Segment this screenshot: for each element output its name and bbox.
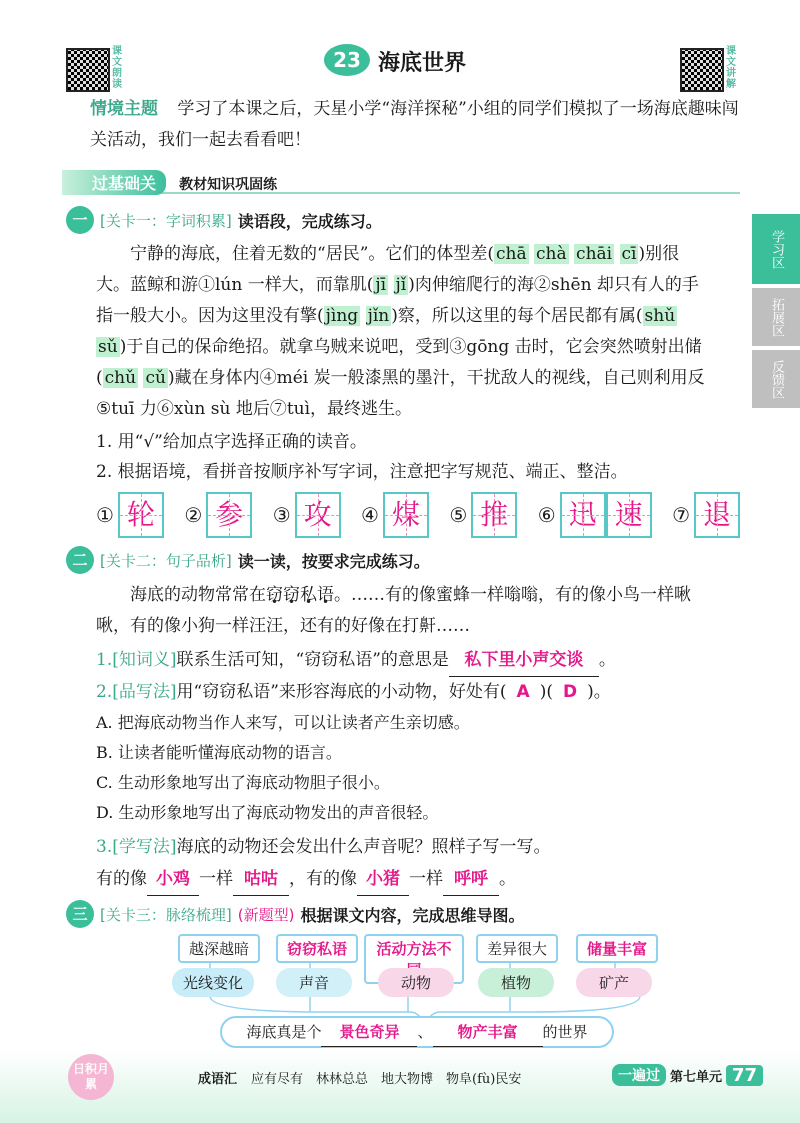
- qr-left-label: 课文朗读: [112, 46, 122, 90]
- question-text: 海底的动物还会发出什么声音呢？照样子写一写。: [176, 837, 551, 857]
- char-grid-box[interactable]: 攻: [295, 492, 341, 538]
- answer-choice[interactable]: A: [516, 682, 530, 702]
- question-text: 。: [499, 869, 516, 889]
- mindmap-box-1: [178, 934, 260, 963]
- mindmap-pill-light: 光线变化: [172, 968, 254, 997]
- part2-number: 二: [66, 546, 94, 574]
- pinyin-option[interactable]: jìng: [325, 306, 359, 326]
- lesson-number-badge: 23: [324, 44, 370, 76]
- passage-text: 指一般大小。因为这里没有擎(: [96, 306, 324, 326]
- intro-block: [90, 94, 750, 156]
- char-grid-box[interactable]: 迅: [560, 492, 606, 538]
- option-c: C. 生动形象地写出了海底动物胆子很小。: [96, 773, 390, 792]
- dotted-char: 窃: [266, 585, 283, 605]
- question-text: 有的像: [96, 869, 147, 889]
- option-d: D. 生动形象地写出了海底动物发出的声音很轻。: [96, 803, 439, 822]
- question-text: 联系生活可知，“窃窃私语”的意思是: [176, 650, 449, 670]
- part3-instruction: 根据课文内容，完成思维导图。: [300, 905, 525, 925]
- qr-code-left: [66, 48, 110, 92]
- part2-q3-fill: [96, 864, 516, 896]
- answer-number: ①: [96, 503, 114, 527]
- dotted-char: 私: [300, 585, 317, 605]
- part2-options: [96, 708, 470, 828]
- char-answer-group: [672, 492, 740, 538]
- part1-q1: 1. 用“√”给加点字选择正确的读音。: [96, 432, 367, 452]
- side-tab-extend[interactable]: 拓展区: [752, 288, 800, 346]
- part1-tag: [关卡一：字词积累]: [100, 211, 232, 230]
- pinyin-option[interactable]: chǔ: [104, 368, 137, 388]
- brand-logo: 一遍过: [612, 1064, 666, 1086]
- dotted-char: 语: [317, 585, 334, 605]
- part1-heading: [66, 206, 382, 234]
- pinyin-option[interactable]: jǐn: [367, 306, 390, 326]
- part2-heading: [66, 546, 430, 574]
- part2-passage: [96, 580, 740, 642]
- mindmap-answer[interactable]: 储量丰富: [576, 934, 658, 963]
- mindmap-pill-plant: 植物: [478, 968, 554, 997]
- part2-q3: [96, 832, 551, 863]
- passage-text: 啾，有的像小狗一样汪汪，还有的好像在打鼾……: [96, 616, 470, 636]
- passage-text: )肉伸缩爬行的海②shēn 却只有人的手: [408, 275, 699, 295]
- pinyin-option[interactable]: jǐ: [395, 275, 407, 295]
- question-number: 2.: [96, 682, 113, 702]
- question-text: 一样: [199, 869, 233, 889]
- pinyin-option[interactable]: jī: [375, 275, 387, 295]
- question-text: )(: [539, 682, 553, 702]
- section-banner-tag: 过基础关: [62, 170, 166, 195]
- part3-new-type: (新题型): [237, 905, 295, 924]
- page-number: 77: [726, 1065, 763, 1086]
- side-tab-study[interactable]: 学习区: [752, 214, 800, 284]
- mindmap-summary: [220, 1016, 614, 1048]
- char-grid-box[interactable]: 推: [471, 492, 517, 538]
- footer-badge: 日积月累: [68, 1054, 114, 1100]
- char-grid-box[interactable]: 退: [694, 492, 740, 538]
- passage-text: )藏在身体内④méi 炭一般漆黑的墨汁，干扰敌人的视线，自己则利用反: [167, 368, 705, 388]
- mindmap-box-text: 越深越暗: [178, 934, 260, 963]
- answer-number: ⑦: [672, 503, 690, 527]
- part3-heading: [66, 900, 524, 928]
- question-tag: [知词义]: [112, 650, 177, 670]
- unit-label: 第七单元: [670, 1069, 723, 1085]
- part1-passage: [96, 239, 740, 425]
- answer-blank[interactable]: 小鸡: [147, 864, 199, 896]
- answer-number: ⑥: [537, 503, 556, 527]
- passage-text: (: [96, 368, 103, 388]
- char-grid-box[interactable]: 参: [206, 492, 252, 538]
- passage-text: 。……有的像蜜蜂一样嗡嗡，有的像小鸟一样啾: [334, 585, 691, 605]
- answer-blank[interactable]: 景色奇异: [321, 1018, 417, 1047]
- footer-idioms: [198, 1068, 521, 1087]
- option-a: A. 把海底动物当作人来写，可以让读者产生亲切感。: [96, 713, 470, 732]
- part1-q2: 2. 根据语境，看拼音按顺序补写字词，注意把字写规范、端正、整洁。: [96, 462, 628, 482]
- qr-code-right: [680, 48, 724, 92]
- option-b: B. 让读者能听懂海底动物的语言。: [96, 743, 342, 762]
- answer-blank[interactable]: 物产丰富: [433, 1018, 543, 1047]
- footer-page-info: [612, 1064, 763, 1086]
- pinyin-option[interactable]: cǔ: [145, 368, 166, 388]
- pinyin-option[interactable]: chā: [496, 244, 527, 264]
- question-text: 一样: [409, 869, 443, 889]
- part2-instruction: 读一读，按要求完成练习。: [237, 551, 430, 571]
- question-tag: [学写法]: [112, 837, 177, 857]
- idioms-list: 应有尽有 林林总总 地大物博 物阜(fù)民安: [251, 1072, 522, 1087]
- summary-text: 、: [417, 1023, 433, 1041]
- dotted-char: 窃: [283, 585, 300, 605]
- mindmap-box-5: [576, 934, 658, 963]
- answer-number: ②: [184, 503, 203, 527]
- passage-text: ⑤tuī 力⑥xùn sù 地后⑦tuì，最终逃生。: [96, 399, 413, 419]
- char-answer-group: [449, 492, 517, 538]
- question-text: 。: [598, 650, 616, 670]
- answer-blank[interactable]: 小猪: [357, 864, 409, 896]
- char-answer-group: [538, 492, 652, 538]
- char-answer-group: [184, 492, 252, 538]
- summary-text: 海底真是个: [246, 1023, 322, 1041]
- answer-blank[interactable]: 呼呼: [443, 864, 499, 896]
- char-grid-box[interactable]: 轮: [118, 492, 164, 538]
- char-answer-row: [96, 492, 740, 538]
- intro-text: 学习了本课之后，天星小学“海洋探秘”小组的同学们模拟了一场海底趣味闯关活动，我们一起去看看吧！: [90, 99, 739, 150]
- qr-right-label: 课文讲解: [726, 46, 736, 90]
- part2-q1: [96, 645, 616, 677]
- mindmap-answer[interactable]: 窃窃私语: [276, 934, 358, 963]
- passage-text: )察，所以这里的每个居民都有属(: [391, 306, 643, 326]
- char-grid-box[interactable]: 煤: [383, 492, 429, 538]
- mindmap-box-4: [476, 934, 558, 963]
- question-number: 3.: [96, 837, 113, 857]
- mindmap-answer[interactable]: 活动方法不: [364, 934, 464, 984]
- intro-label: 情境主题: [90, 99, 158, 119]
- passage-text: )于自己的保命绝招。就拿乌贼来说吧，受到③gōng 击时，它会突然喷射出储: [119, 337, 702, 357]
- answer-blank[interactable]: 咕咕: [233, 864, 289, 896]
- char-grid-box[interactable]: 速: [606, 492, 652, 538]
- answer-number: ④: [361, 503, 379, 527]
- part2-q2: [96, 677, 611, 708]
- question-text: 用“窃窃私语”来形容海底的小动物，好处有(: [176, 682, 507, 702]
- part2-tag: [关卡二：句子品析]: [100, 551, 232, 570]
- section-banner: [62, 170, 740, 194]
- pinyin-option[interactable]: sǔ: [98, 337, 118, 357]
- answer-choice[interactable]: D: [562, 682, 578, 702]
- passage-text: 大。蓝鲸和游①lún 一样大，而靠肌(: [96, 275, 374, 295]
- question-tag: [品写法]: [112, 682, 177, 702]
- pinyin-option[interactable]: shǔ: [644, 306, 676, 326]
- answer-number: ③: [272, 503, 291, 527]
- part1-instruction: 读语段，完成练习。: [237, 211, 382, 231]
- passage-text: )别很: [638, 244, 680, 264]
- question-number: 1.: [96, 650, 113, 670]
- pinyin-option[interactable]: cī: [621, 244, 637, 264]
- section-banner-subtitle: 教材知识巩固练: [179, 177, 278, 193]
- char-answer-group: [96, 492, 164, 538]
- part1-number: 一: [66, 206, 94, 234]
- dotted-phrase: [266, 585, 334, 605]
- question-text: )。: [587, 682, 611, 702]
- idioms-label: 成语汇: [198, 1072, 238, 1087]
- mindmap-box-2: [276, 934, 358, 963]
- pinyin-option[interactable]: chà: [536, 244, 567, 264]
- pinyin-option[interactable]: chāi: [576, 244, 613, 264]
- question-text: ，有的像: [289, 869, 357, 889]
- mindmap-pill-sound: 声音: [276, 968, 352, 997]
- char-answer-group: [273, 492, 341, 538]
- mindmap-pill-mineral: 矿产: [576, 968, 652, 997]
- mindmap-pill-animal: 动物: [378, 968, 454, 997]
- answer-number: ⑤: [449, 503, 468, 527]
- passage-text: 宁静的海底，住着无数的“居民”。它们的体型差(: [130, 244, 495, 264]
- mindmap-box-text: 差异很大: [476, 934, 558, 963]
- side-tab-feedback[interactable]: 反馈区: [752, 350, 800, 408]
- summary-text: 的世界: [542, 1023, 588, 1041]
- answer-blank[interactable]: 私下里小声交谈: [449, 645, 599, 677]
- char-answer-group: [361, 492, 429, 538]
- page-title: 海底世界: [378, 51, 467, 76]
- passage-text: 海底的动物常常在: [130, 585, 266, 605]
- part3-tag: [关卡三：脉络梳理]: [100, 905, 232, 924]
- part3-number: 三: [66, 900, 94, 928]
